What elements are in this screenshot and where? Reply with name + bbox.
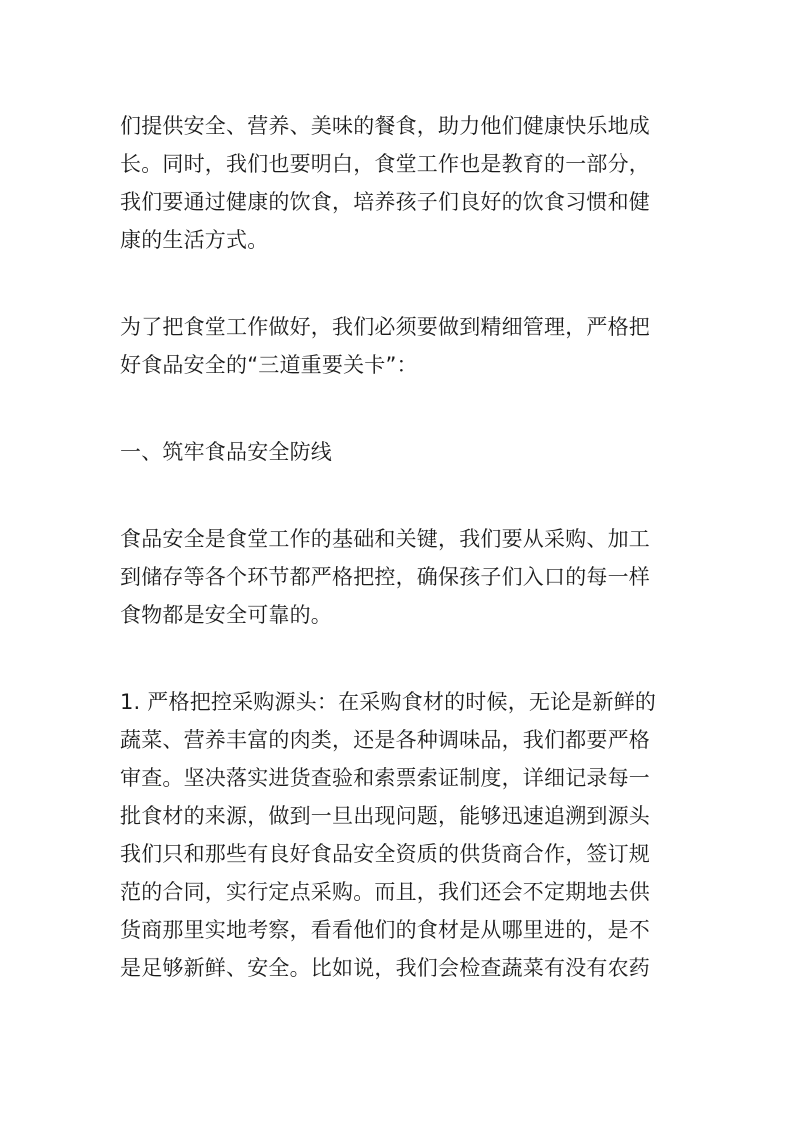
text-line: 我们只和那些有良好食品安全资质的供货商合作，签订规 bbox=[120, 842, 650, 866]
text-line: 范的合同，实行定点采购。而且，我们还会不定期地去供 bbox=[120, 880, 650, 904]
text-line: 为了把食堂工作做好，我们必须要做到精细管理，严格把 bbox=[120, 315, 650, 339]
text-line: 批食材的来源，做到一旦出现问题，能够迅速追溯到源头 bbox=[120, 804, 650, 828]
text-line: 食品安全是食堂工作的基础和关键，我们要从采购、加工 bbox=[120, 527, 650, 551]
paragraph-gap bbox=[120, 384, 676, 433]
document-body bbox=[120, 107, 676, 987]
paragraph-gap bbox=[120, 471, 676, 520]
paragraph-gap bbox=[120, 259, 676, 308]
paragraph-intro-continued bbox=[120, 107, 676, 259]
text-line: 蔬菜、营养丰富的肉类，还是各种调味品，我们都要严格 bbox=[120, 728, 650, 752]
text-line: 们提供安全、营养、美味的餐食，助力他们健康快乐地成 bbox=[120, 114, 650, 138]
paragraph-procurement-control bbox=[120, 683, 676, 987]
paragraph-gap bbox=[120, 634, 676, 683]
text-line: 审查。坚决落实进货查验和索票索证制度，详细记录每一 bbox=[120, 766, 650, 790]
paragraph-food-safety-basis bbox=[120, 520, 676, 634]
section-heading-one bbox=[120, 433, 676, 471]
text-line: 是足够新鲜、安全。比如说，我们会检查蔬菜有没有农药 bbox=[120, 956, 650, 980]
text-line: 我们要通过健康的饮食，培养孩子们良好的饮食习惯和健 bbox=[120, 190, 650, 214]
text-line: 1. 严格把控采购源头：在采购食材的时候，无论是新鲜的 bbox=[120, 690, 657, 714]
section-heading-text: 一、筑牢食品安全防线 bbox=[120, 440, 332, 464]
paragraph-three-checkpoints-intro bbox=[120, 308, 676, 384]
text-line: 长。同时，我们也要明白，食堂工作也是教育的一部分， bbox=[120, 152, 650, 176]
text-line: 食物都是安全可靠的。 bbox=[120, 603, 332, 627]
text-line: 康的生活方式。 bbox=[120, 228, 269, 252]
text-line: 好食品安全的“三道重要关卡”： bbox=[120, 353, 418, 377]
text-line: 到储存等各个环节都严格把控，确保孩子们入口的每一样 bbox=[120, 565, 650, 589]
text-line: 货商那里实地考察，看看他们的食材是从哪里进的，是不 bbox=[120, 918, 650, 942]
